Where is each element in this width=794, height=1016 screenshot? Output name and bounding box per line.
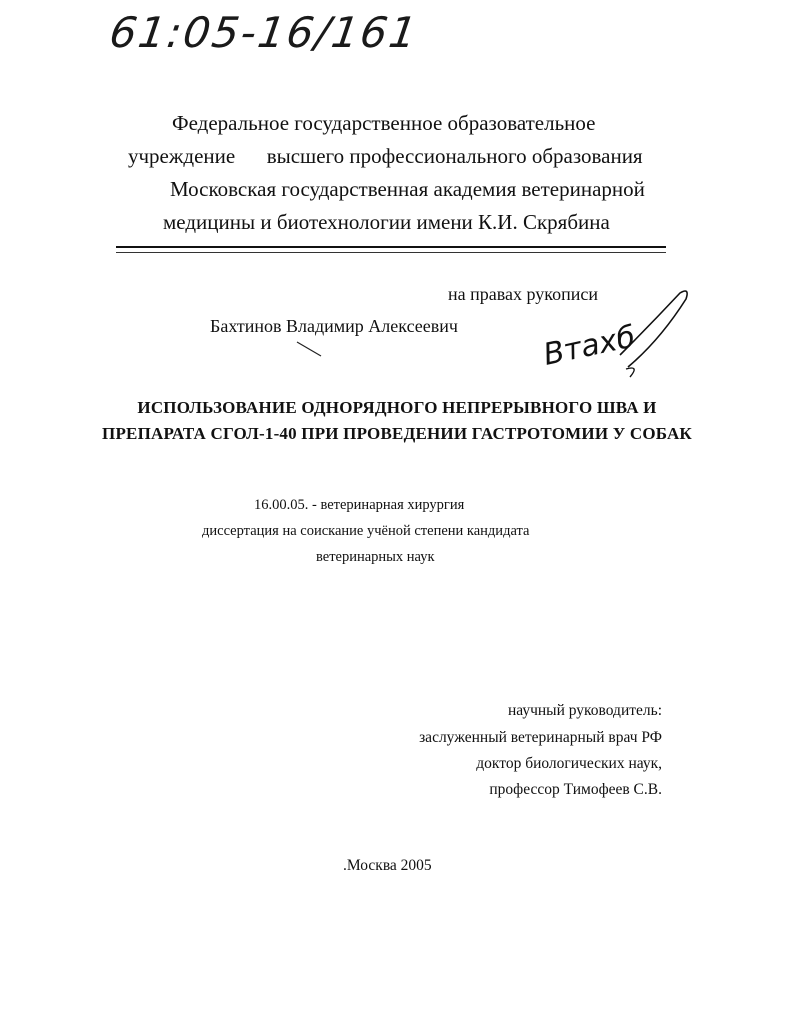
title-line-2: ПРЕПАРАТА СГОЛ-1-40 ПРИ ПРОВЕДЕНИИ ГАСТРОТОМИИ У СОБАК xyxy=(102,424,692,443)
institution-line-1: Федеральное государственное образовательное xyxy=(172,111,596,135)
signature xyxy=(540,285,700,385)
advisor-heading: научный руководитель: xyxy=(507,702,662,719)
manuscript-note: на правах рукописи xyxy=(448,284,598,304)
author-name: Бахтинов Владимир Алексеевич xyxy=(210,316,458,336)
institution-line-2: учреждение высшего профессионального образования xyxy=(128,144,643,168)
archive-number: 61:05-16/161 xyxy=(106,8,422,57)
institution-line-4: медицины и биотехнологии имени К.И. Скрябина xyxy=(163,210,610,234)
stray-mark xyxy=(295,340,325,360)
advisor-line-2: доктор биологических наук, xyxy=(476,755,662,772)
header-divider-thin xyxy=(116,252,666,253)
dissertation-line-1: диссертация на соискание учёной степени кандидата xyxy=(202,523,530,539)
advisor-line-1: заслуженный ветеринарный врач РФ xyxy=(419,729,662,746)
title-line-1: ИСПОЛЬЗОВАНИЕ ОДНОРЯДНОГО НЕПРЕРЫВНОГО ШВА И xyxy=(137,398,657,417)
specialty: 16.00.05. - ветеринарная хирургия xyxy=(254,497,465,513)
header-divider xyxy=(116,246,666,248)
advisor-line-3: профессор Тимофеев С.В. xyxy=(489,781,662,798)
place-year: .Москва 2005 xyxy=(343,857,432,874)
signature-text: Втахб xyxy=(540,319,639,373)
dissertation-line-2: ветеринарных наук xyxy=(316,549,435,565)
institution-line-3: Московская государственная академия ветеринарной xyxy=(170,177,645,201)
